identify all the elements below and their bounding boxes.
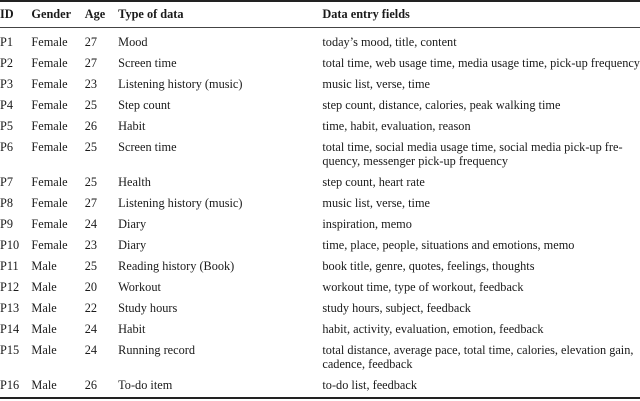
cell-id: P6	[0, 140, 13, 154]
cell-gender: Male	[31, 378, 57, 392]
cell-gender: Female	[31, 175, 68, 189]
cell-fields	[322, 214, 640, 235]
cell-type: Mood	[118, 35, 148, 49]
table-row	[0, 172, 640, 193]
cell-type: Reading history (Book)	[118, 259, 235, 273]
table-row	[0, 214, 640, 235]
fields-line: book title, genre, quotes, feelings, thoughts	[322, 259, 535, 273]
cell-age: 25	[84, 175, 98, 189]
fields-line: music list, verse, time	[322, 77, 430, 91]
cell-id: P15	[0, 343, 20, 357]
cell-id: P13	[0, 301, 20, 315]
cell-type: Workout	[118, 280, 161, 294]
fields-line: habit, activity, evaluation, emotion, feedback	[322, 322, 544, 336]
cell-age: 24	[84, 217, 98, 231]
cell-gender: Male	[31, 343, 57, 357]
table-row	[0, 298, 640, 319]
cell-age: 27	[84, 56, 98, 70]
header-id: ID	[0, 7, 14, 21]
cell-type: Diary	[118, 238, 147, 252]
cell-id: P2	[0, 56, 13, 70]
fields-line: total time, social media usage time, social media pick-up fre-	[322, 140, 623, 154]
top-rule	[0, 0, 640, 2]
cell-fields	[322, 235, 640, 256]
table-row	[0, 116, 640, 137]
fields-line: total time, web usage time, media usage time, pick-up frequency	[322, 56, 640, 70]
table-row	[0, 277, 640, 298]
header-row	[0, 4, 640, 27]
cell-type: Listening history (music)	[118, 196, 243, 210]
cell-age: 26	[84, 378, 98, 392]
cell-id: P11	[0, 259, 19, 273]
cell-type: Listening history (music)	[118, 77, 243, 91]
cell-age: 24	[84, 322, 98, 336]
table-row	[0, 193, 640, 214]
table-row	[0, 256, 640, 277]
fields-line: total distance, average pace, total time, calories, elevation gain,	[322, 343, 634, 357]
cell-type: Diary	[118, 217, 147, 231]
cell-fields	[322, 74, 640, 95]
cell-age: 25	[84, 98, 98, 112]
cell-fields	[322, 375, 640, 396]
fields-line: quency, messenger pick-up frequency	[322, 154, 509, 168]
cell-gender: Female	[31, 35, 68, 49]
cell-age: 25	[84, 259, 98, 273]
cell-fields	[322, 116, 640, 137]
fields-line: music list, verse, time	[322, 196, 430, 210]
header-type: Type of data	[118, 7, 184, 21]
fields-line: study hours, subject, feedback	[322, 301, 471, 315]
table-row	[0, 27, 640, 53]
cell-fields	[322, 53, 640, 74]
fields-line: workout time, type of workout, feedback	[322, 280, 524, 294]
header-age: Age	[84, 7, 106, 21]
cell-id: P1	[0, 35, 13, 49]
table-row	[0, 95, 640, 116]
table-row	[0, 53, 640, 74]
cell-age: 27	[84, 196, 98, 210]
cell-fields	[322, 172, 640, 193]
cell-type: Health	[118, 175, 151, 189]
cell-type: Habit	[118, 119, 146, 133]
cell-fields	[322, 27, 640, 53]
cell-gender: Female	[31, 140, 68, 154]
cell-type: Screen time	[118, 56, 177, 70]
cell-id: P9	[0, 217, 13, 231]
cell-gender: Male	[31, 259, 57, 273]
cell-id: P10	[0, 238, 20, 252]
cell-type: Step count	[118, 98, 171, 112]
cell-id: P5	[0, 119, 13, 133]
cell-gender: Female	[31, 119, 68, 133]
cell-id: P14	[0, 322, 20, 336]
cell-age: 20	[84, 280, 98, 294]
cell-type: To-do item	[118, 378, 173, 392]
cell-age: 22	[84, 301, 98, 315]
cell-age: 24	[84, 343, 98, 357]
cell-age: 23	[84, 77, 98, 91]
cell-fields	[322, 256, 640, 277]
cell-fields	[322, 137, 640, 172]
cell-type: Study hours	[118, 301, 178, 315]
fields-line: step count, heart rate	[322, 175, 425, 189]
cell-id: P4	[0, 98, 13, 112]
table-row	[0, 319, 640, 340]
header-fields: Data entry fields	[322, 7, 410, 21]
cell-id: P8	[0, 196, 13, 210]
cell-gender: Male	[31, 301, 57, 315]
fields-line: to-do list, feedback	[322, 378, 417, 392]
cell-fields	[322, 95, 640, 116]
cell-gender: Female	[31, 56, 68, 70]
cell-gender: Male	[31, 322, 57, 336]
table-row	[0, 74, 640, 95]
cell-id: P3	[0, 77, 13, 91]
fields-line: time, place, people, situations and emotions, memo	[322, 238, 575, 252]
table-row	[0, 235, 640, 256]
table-row	[0, 137, 640, 172]
cell-gender: Female	[31, 196, 68, 210]
cell-type: Habit	[118, 322, 146, 336]
header-gender: Gender	[31, 7, 72, 21]
table-row	[0, 375, 640, 396]
fields-line: cadence, feedback	[322, 357, 413, 371]
cell-fields	[322, 319, 640, 340]
bottom-rule	[0, 397, 640, 399]
cell-type: Screen time	[118, 140, 177, 154]
participants-table	[0, 4, 640, 396]
cell-gender: Female	[31, 98, 68, 112]
fields-line: step count, distance, calories, peak walking time	[322, 98, 561, 112]
cell-fields	[322, 277, 640, 298]
cell-id: P16	[0, 378, 20, 392]
table-row	[0, 340, 640, 375]
cell-fields	[322, 298, 640, 319]
cell-id: P7	[0, 175, 13, 189]
cell-gender: Female	[31, 238, 68, 252]
fields-line: inspiration, memo	[322, 217, 412, 231]
fields-line: time, habit, evaluation, reason	[322, 119, 471, 133]
cell-gender: Male	[31, 280, 57, 294]
fields-line: today’s mood, title, content	[322, 35, 457, 49]
cell-gender: Female	[31, 217, 68, 231]
cell-age: 27	[84, 35, 98, 49]
cell-id: P12	[0, 280, 20, 294]
cell-fields	[322, 340, 640, 375]
cell-age: 26	[84, 119, 98, 133]
cell-type: Running record	[118, 343, 195, 357]
cell-gender: Female	[31, 77, 68, 91]
cell-fields	[322, 193, 640, 214]
cell-age: 23	[84, 238, 98, 252]
cell-age: 25	[84, 140, 98, 154]
